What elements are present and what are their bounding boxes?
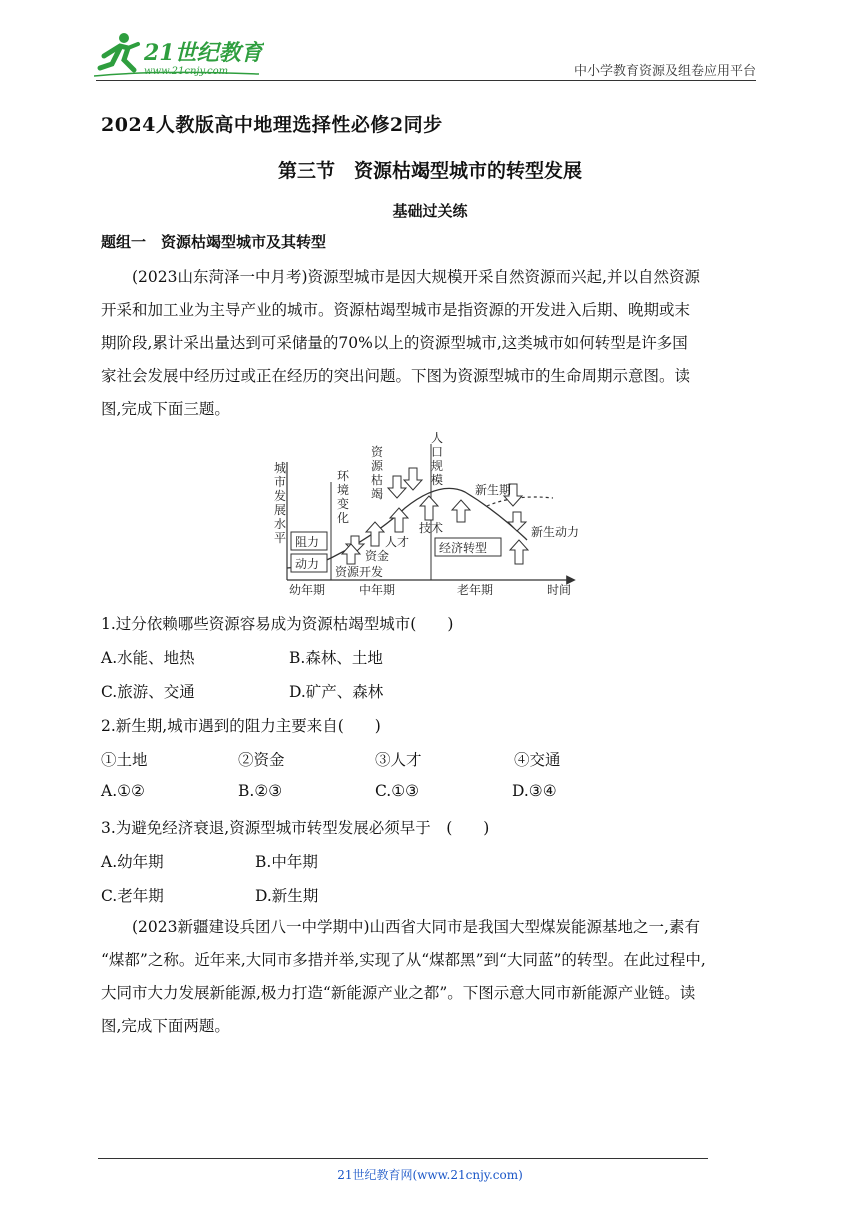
label-population xyxy=(431,431,443,487)
svg-text:资: 资 xyxy=(371,445,384,459)
site-logo xyxy=(94,30,264,82)
footer-link[interactable]: 21世纪教育网(www.21cnjy.com) xyxy=(337,1168,523,1182)
q2-item-4: ④交通 xyxy=(514,751,561,769)
q1-option-c[interactable]: C.旅游、交通 xyxy=(101,683,195,701)
q2-item-2: ②资金 xyxy=(238,751,285,769)
label-new-power: 新生动力 xyxy=(531,525,580,539)
svg-text:环: 环 xyxy=(337,469,350,483)
label-resource-dev: 资源开发 xyxy=(335,565,384,579)
label-resistance: 阻力 xyxy=(295,535,320,549)
footer-divider xyxy=(98,1158,708,1159)
label-power: 动力 xyxy=(295,557,320,571)
runner-icon xyxy=(100,33,138,70)
svg-text:竭: 竭 xyxy=(371,487,384,501)
q3-option-d[interactable]: D.新生期 xyxy=(255,887,319,905)
question-2-stem: 2.新生期,城市遇到的阻力主要来自( ) xyxy=(101,717,381,735)
svg-text:市: 市 xyxy=(274,475,287,489)
question-3-stem: 3.为避免经济衰退,资源型城市转型发展必须早于 ( ) xyxy=(101,819,490,837)
header-slogan: 中小学教育资源及组卷应用平台 xyxy=(573,64,756,79)
group-title: 题组一 资源枯竭型城市及其转型 xyxy=(101,233,327,251)
svg-text:水: 水 xyxy=(274,517,287,531)
practice-title: 基础过关练 xyxy=(392,202,468,220)
x-axis-label: 时间 xyxy=(547,583,572,597)
svg-text:人: 人 xyxy=(431,431,444,445)
q1-option-d[interactable]: D.矿产、森林 xyxy=(289,683,384,701)
svg-text:境: 境 xyxy=(337,483,350,497)
stage-middle: 中年期 xyxy=(359,583,396,597)
svg-text:口: 口 xyxy=(431,445,444,459)
svg-text:规: 规 xyxy=(431,459,444,473)
label-env-change xyxy=(337,469,350,525)
logo-url: www.21cnjy.com xyxy=(144,66,229,77)
svg-text:变: 变 xyxy=(337,497,350,511)
logo-text: 21世纪教育 xyxy=(144,40,263,66)
q2-item-1: ①土地 xyxy=(101,751,148,769)
label-resource-exhaust xyxy=(371,444,384,501)
section-title: 第三节 资源枯竭型城市的转型发展 xyxy=(277,160,582,182)
q2-item-3: ③人才 xyxy=(375,751,422,769)
label-talent: 人才 xyxy=(385,535,410,549)
q1-option-b[interactable]: B.森林、土地 xyxy=(289,649,383,667)
svg-text:发: 发 xyxy=(274,489,287,503)
q3-option-b[interactable]: B.中年期 xyxy=(255,853,318,871)
doc-title: 2024人教版高中地理选择性必修2同步 xyxy=(101,114,443,136)
stage-old: 老年期 xyxy=(457,583,494,597)
question-1-stem: 1.过分依赖哪些资源容易成为资源枯竭型城市( ) xyxy=(101,615,454,633)
svg-text:模: 模 xyxy=(431,473,444,487)
q3-option-a[interactable]: A.幼年期 xyxy=(101,853,164,871)
q1-option-a[interactable]: A.水能、地热 xyxy=(101,649,195,667)
stage-young: 幼年期 xyxy=(289,583,326,597)
q3-option-c[interactable]: C.老年期 xyxy=(101,887,164,905)
label-tech: 技术 xyxy=(419,521,444,535)
svg-text:化: 化 xyxy=(337,511,350,525)
intro-paragraph-2: (2023新疆建设兵团八一中学期中)山西省大同市是我国大型煤炭能源基地之一,素有 “煤都”之称。近年来,大同市多措并举,实现了从“煤都黑”到“大同蓝”的转型。在此过程中, 大同市大力发展新能源,极力打造“新能源产业之都”。下图示意大同市新能源产业链。读 图,完成下面两题。 xyxy=(101,918,706,1035)
label-econ-transform: 经济转型 xyxy=(439,541,488,555)
y-axis-label xyxy=(274,461,286,545)
q2-option-d[interactable]: D.③④ xyxy=(512,782,557,800)
label-new-period: 新生期 xyxy=(475,483,512,497)
q2-option-c[interactable]: C.①③ xyxy=(375,782,420,800)
q2-option-a[interactable]: A.①② xyxy=(101,782,145,800)
svg-text:枯: 枯 xyxy=(371,473,384,487)
intro-paragraph-1: (2023山东菏泽一中月考)资源型城市是因大规模开采自然资源而兴起,并以自然资源 开采和加工业为主导产业的城市。资源枯竭型城市是指资源的开发进入后期、晚期或末 期阶段,累计采出量达到可采储量的70%以上的资源型城市,这类城市如何转型是许多国 家社会发展中经历过或正在经历的突出问题。下图为资源型城市的生命周期示意图。读 图,完成下面三题。 xyxy=(101,268,700,418)
svg-text:展: 展 xyxy=(274,503,287,517)
svg-text:城: 城 xyxy=(274,461,287,475)
q2-option-b[interactable]: B.②③ xyxy=(238,782,283,800)
svg-text:源: 源 xyxy=(371,459,384,473)
label-capital: 资金 xyxy=(365,549,390,563)
header-divider xyxy=(96,80,756,81)
svg-text:平: 平 xyxy=(274,531,287,545)
life-cycle-diagram xyxy=(265,428,585,600)
